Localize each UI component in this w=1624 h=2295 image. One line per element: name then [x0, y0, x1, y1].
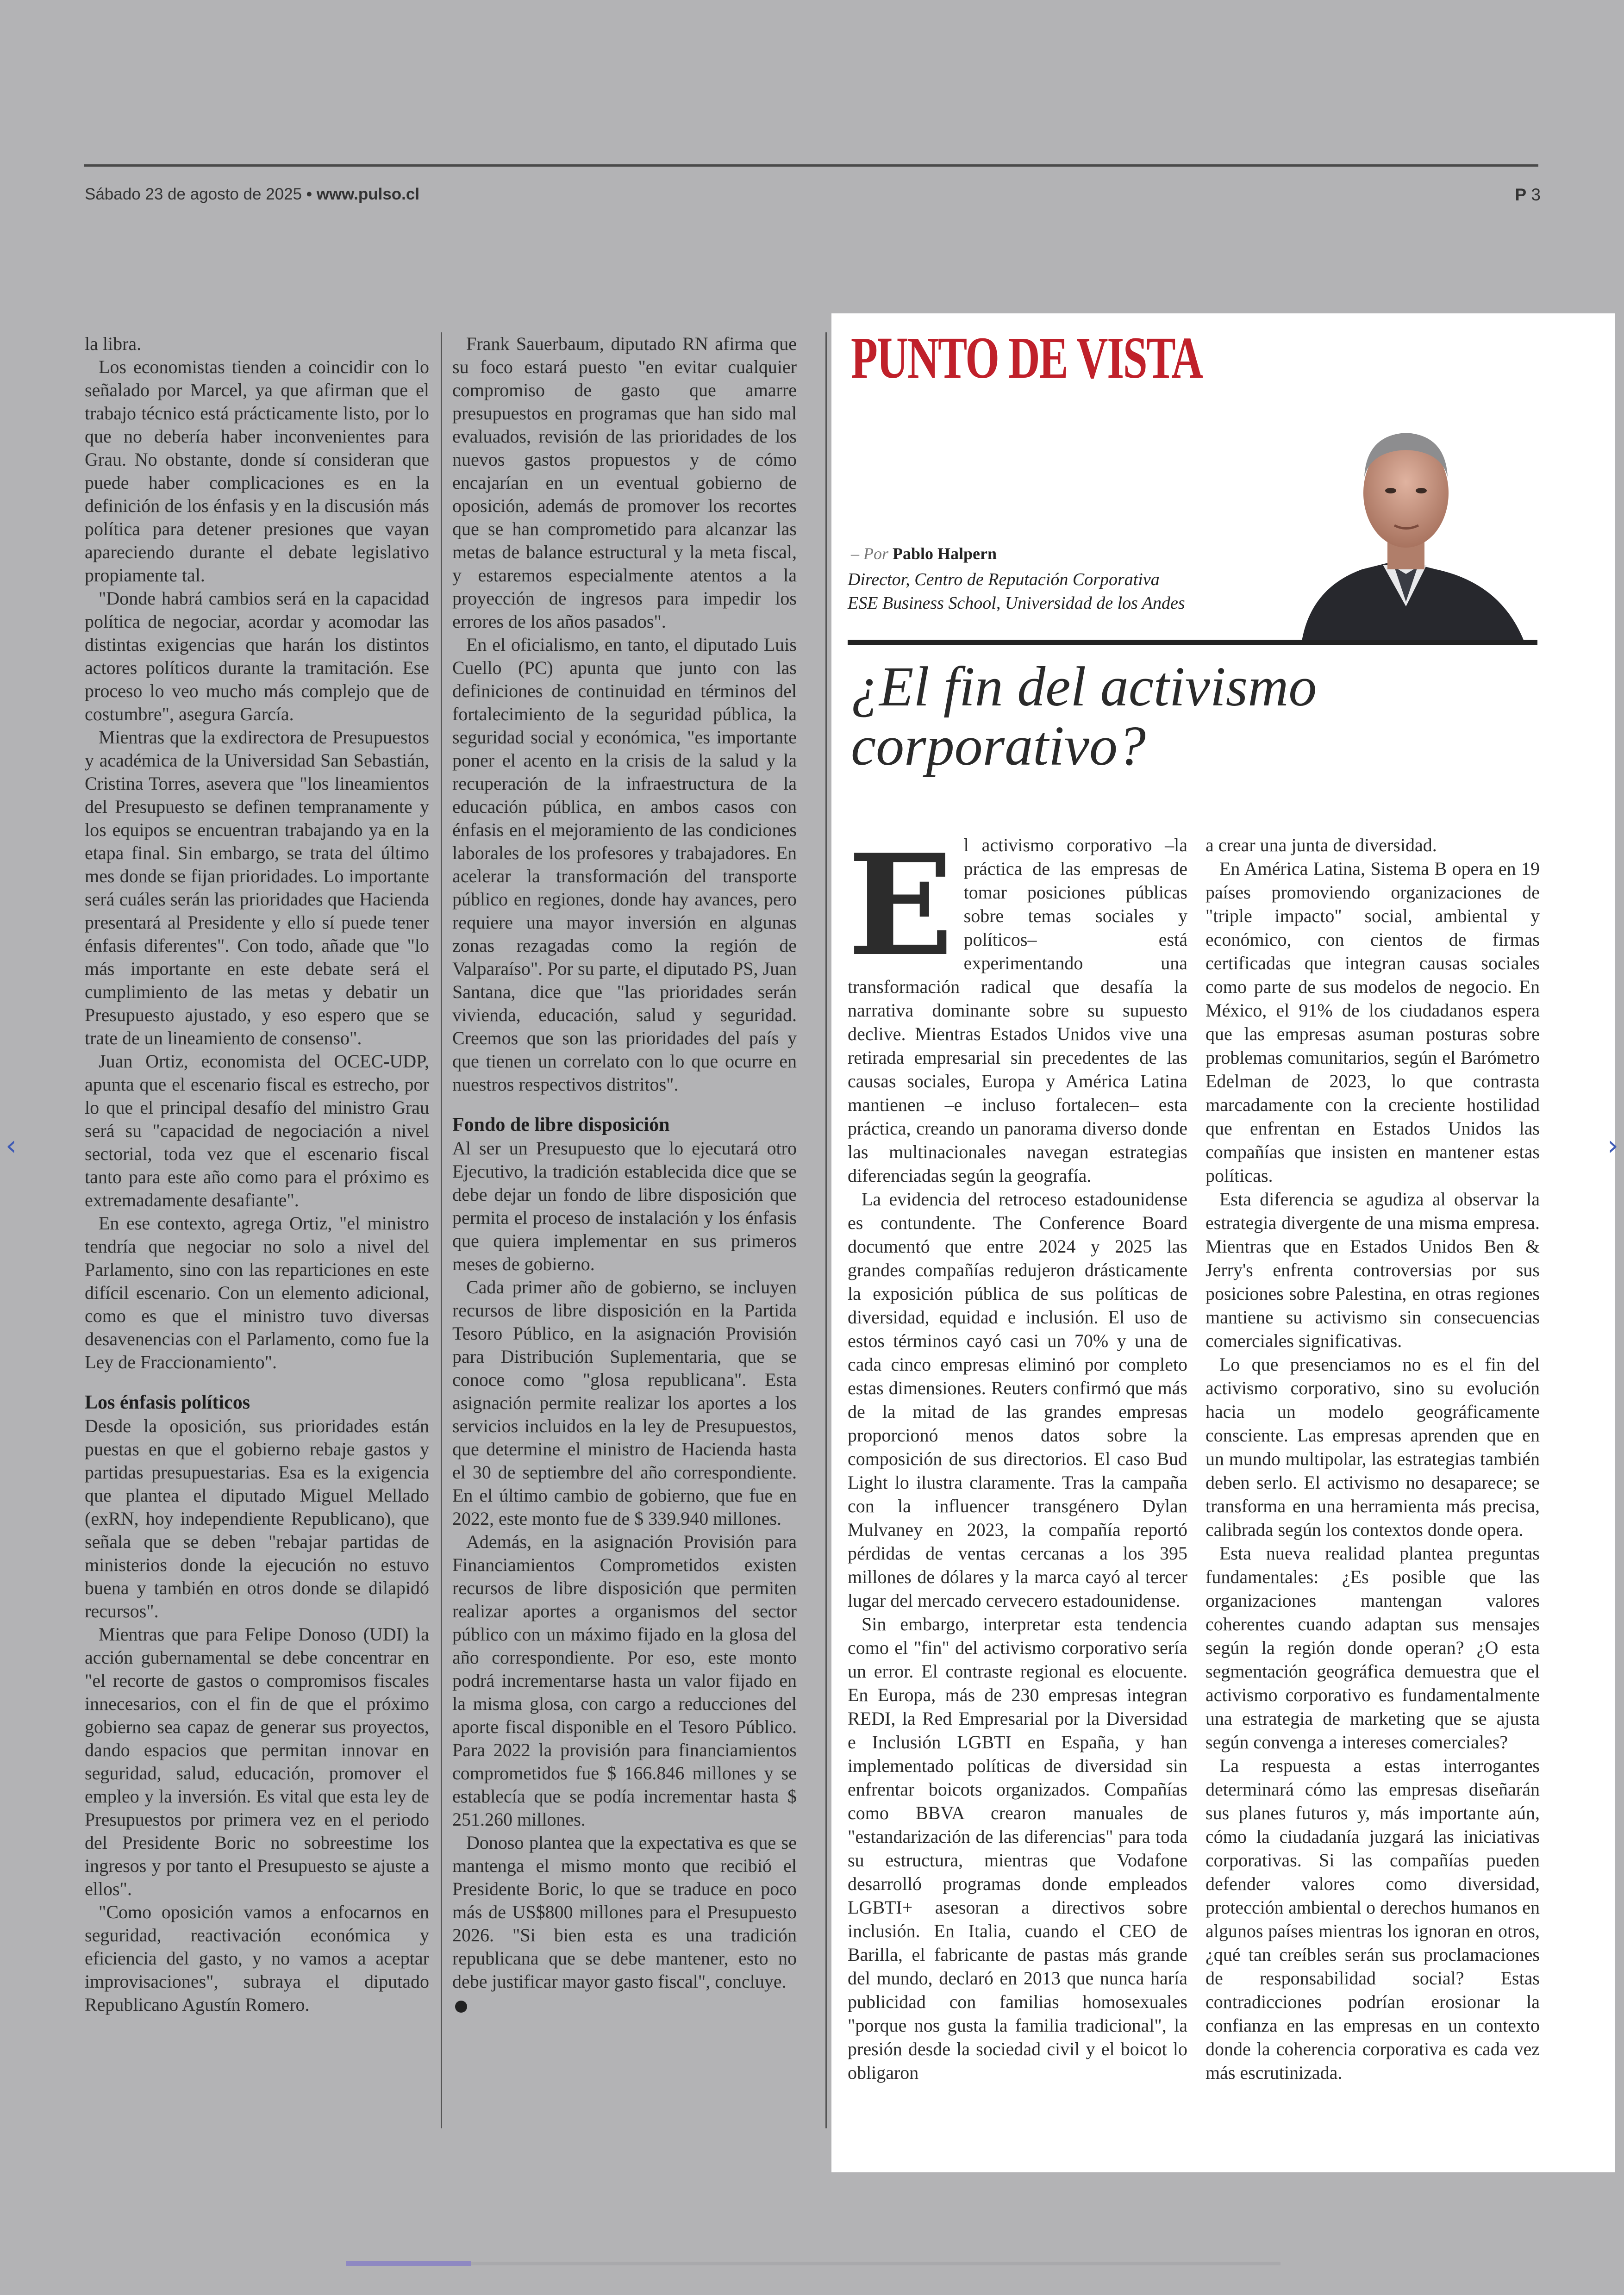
page-prefix: P — [1515, 185, 1527, 204]
section-subheading: Los énfasis políticos — [85, 1392, 250, 1413]
author-role-line: Director, Centro de Reputación Corporativa — [848, 570, 1160, 589]
reader-progress-fill — [346, 2261, 471, 2266]
author-name: Pablo Halpern — [893, 544, 997, 563]
opinion-paragraph: La respuesta a estas interrogantes determinará cómo las empresas diseñarán sus planes futuros y, más importante aún, cómo la ciudadanía juzgará las iniciativas corporativas. Si las compañías pueden defender valores como diversidad, protección ambiental o derechos humanos en algunos países mientras los ignoran en otros, ¿qué tan creíbles serán sus proclamaciones de responsabilidad social? Estas contradicciones podrían erosionar la confianza en las empresas en un contexto donde la coherencia corporativa es cada vez más escrutinizada. — [1206, 1755, 1540, 2083]
article-paragraph: "Como oposición vamos a enfocarnos en seguridad, reactivación económica y eficiencia del gasto, y no vamos a aceptar improvisaciones", subraya el diputado Republicano Agustín Romero. — [85, 1902, 429, 2015]
author-photo — [1283, 407, 1533, 641]
byline-prefix: – Por — [851, 544, 893, 563]
author-role-line: ESE Business School, Universidad de los Andes — [848, 593, 1185, 613]
drop-cap: E — [848, 823, 954, 987]
header-bullet: • — [302, 185, 317, 203]
article-paragraph: Mientras que para Felipe Donoso (UDI) la acción gubernamental se debe concentrar en "el recorte de gastos o compromisos fiscales innecesarios, con el fin de que el próximo gobierno sea capaz de generar sus proyectos, dando espacios que permitan innovar en seguridad, salud, educación, promover el empleo y la inversión. Es vital que esta ley de Presupuestos por primera vez en el periodo del Presidente Boric no sobreestime los ingresos y por tanto el Presupuesto se ajuste a ellos". — [85, 1624, 429, 1899]
page-number-value: 3 — [1531, 185, 1541, 204]
article-column-1 — [85, 332, 429, 2016]
column-divider — [441, 332, 442, 2128]
article-paragraph: Además, en la asignación Provisión para Financiamientos Comprometidos existen recursos de libre disposición que permiten realizar aportes a organismos del sector público con un máximo fijado en la glosa del año correspondiente. Por eso, este monto podrá incrementarse hasta un valor fijado en la misma glosa, con cargo a reducciones del aporte fiscal disponible en el Tesoro Público. Para 2022 la provisión para financiamientos comprometidos fue $ 166.846 millones y se establecía que se podía incrementar hasta $ 251.260 millones. — [452, 1531, 797, 1830]
article-paragraph: la libra. — [85, 333, 142, 354]
article-paragraph: "Donde habrá cambios será en la capacidad política de negociar, acordar y acomodar las distintas exigencias que harán los distintos actores políticos durante la tramitación. Ese proceso lo veo mucho más complejo que de costumbre", asegura García. — [85, 588, 429, 724]
article-paragraph: En el oficialismo, en tanto, el diputado Luis Cuello (PC) apunta que junto con las definiciones de continuidad en términos del fortalecimiento de la seguridad pública, la seguridad social y económica, "es importante poner el acento en la crisis de la salud y la recuperación de la infraestructura de la educación pública, en ambos casos con énfasis en el mejoramiento de las condiciones laborales de los profesores y trabajadores. En acelerar la transformación del transporte público en regiones, donde hay avances, pero requiere una mayor inversión en algunas zonas rezagadas como la región de Valparaíso". Por su parte, el diputado PS, Juan Santana, dice que "las prioridades serán vivienda, educación, salud y seguridad. Creemos que son las prioridades del país y que tienen un correlato con lo que ocurre en nuestros respectivos distritos". — [452, 634, 797, 1095]
article-column-2 — [452, 332, 797, 2016]
article-paragraph: Al ser un Presupuesto que lo ejecutará otro Ejecutivo, la tradición establecida dice que se debe dejar un fondo de libre disposición que permita el proceso de instalación y los énfasis que quiera implementar en sus primeros meses de gobierno. — [452, 1138, 797, 1274]
headline-line: corporativo? — [851, 715, 1146, 777]
article-paragraph: Mientras que la exdirectora de Presupuestos y académica de la Universidad San Sebastián, Cristina Torres, asevera que "los lineamientos del Presupuesto se definen tempranamente y los equipos se encuentran trabajando ya en la etapa final. Sin embargo, se trata del último mes donde se fijan prioridades. Lo importante será cuáles serán las prioridades que Hacienda presentará al Presidente y ello sí puede tener énfasis diferentes". Con todo, añade que "lo más importante en este debate será el cumplimiento de las metas y debatir un Presupuesto ajustado, y eso espero que se trate de un lineamiento de consenso". — [85, 727, 429, 1048]
opinion-paragraph: Lo que presenciamos no es el fin del activismo corporativo, sino su evolución hacia un modelo geográficamente consciente. Las empresas aprenden que en un mundo multipolar, las estrategias también deben serlo. El activismo no desaparece; se transforma en una herramienta más precisa, calibrada según los contextos donde opera. — [1206, 1354, 1540, 1540]
opinion-paragraph: Esta nueva realidad plantea preguntas fundamentales: ¿Es posible que las organizaciones mantengan valores coherentes cuando adaptan sus mensajes según la región donde operan? ¿O esta segmentación geográfica demuestra que el activismo corporativo es fundamentalmente una estrategia de marketing que se ajusta según convenga a intereses comerciales? — [1206, 1543, 1540, 1752]
article-paragraph: Donoso plantea que la expectativa es que se mantenga el mismo monto que recibió el Presidente Boric, lo que se traduce en poco más de US$800 millones para el Presupuesto 2026. "Si bien esta es una tradición republicana que se debe mantener, esto no debe justificar mayor gasto fiscal", concluye. — [452, 1832, 797, 1992]
author-byline — [851, 544, 997, 563]
article-paragraph: Cada primer año de gobierno, se incluyen recursos de libre disposición en la Partida Tesoro Público, en la asignación Provisión para Distribución Suplementaria, que se conoce como "glosa republicana". Esta asignación permite realizar los aportes a los servicios incluidos en la ley de Presupuestos, que determine el ministro de Hacienda hasta el 30 de septiembre del año correspondiente. En el último cambio de gobierno, que fue en 2022, este monto fue de $ 339.940 millones. — [452, 1277, 797, 1529]
section-title: PUNTO DE VISTA — [851, 325, 1202, 391]
opinion-paragraph: La evidencia del retroceso estadounidense es contundente. The Conference Board documentó que entre 2024 y 2025 las grandes compañías redujeron drásticamente la exposición pública de sus políticas de diversidad, equidad e inclusión. El uso de estos términos cayó casi un 70% y una de cada cinco empresas eliminó por completo estas dimensiones. Reuters confirmó que más de la mitad de las grandes empresas proporcionó menos datos sobre la composición de sus directorios. El caso Bud Light lo ilustra claramente. Tras la campaña con la influencer transgénero Dylan Mulvaney en 2023, la compañía reportó pérdidas de ventas cercanas a los 395 millones de dólares y la marca cayó al tercer lugar del mercado cervecero estadounidense. — [848, 1189, 1187, 1611]
page-number — [1515, 185, 1541, 205]
header-site: www.pulso.cl — [316, 185, 420, 203]
reader-progress-track[interactable] — [346, 2262, 1280, 2265]
opinion-paragraph — [848, 823, 1187, 1187]
article-paragraph: Juan Ortiz, economista del OCEC-UDP, apunta que el escenario fiscal es estrecho, por lo que el principal desafío del ministro Grau será su "capacidad de negociación a nivel sectorial, toda vez que el escenario fiscal tanto para este año como para el próximo es extremadamente desafiante". — [85, 1051, 429, 1210]
opinion-paragraph: a crear una junta de diversidad. — [1206, 835, 1437, 855]
author-role — [848, 568, 1185, 615]
column-divider — [825, 332, 827, 2128]
article-paragraph: Los economistas tienden a coincidir con lo señalado por Marcel, ya que afirman que el trabajo técnico está prácticamente listo, por lo que no debería haber inconvenientes para Grau. No obstante, donde sí consideran que puede haber complicaciones es en la definición de los énfasis y en la discusión más política para detener presiones que vayan apareciendo durante el debate legislativo propiamente tal. — [85, 356, 429, 586]
opinion-column-2 — [1206, 833, 1540, 2084]
page-header-date — [85, 185, 419, 204]
chevron-right-icon[interactable]: › — [1607, 1129, 1618, 1162]
pulso-logo-icon — [455, 2001, 467, 2013]
article-paragraph: En ese contexto, agrega Ortiz, "el ministro tendría que negociar no solo a nivel del Parlamento, sino con las reparticiones en este difícil escenario. Con un elemento adicional, como es que el ministro tuvo diversas desavenencias con el Parlamento, como fue la Ley de Fraccionamiento". — [85, 1213, 429, 1372]
chevron-left-icon[interactable]: ‹ — [6, 1129, 17, 1162]
opinion-headline — [851, 657, 1499, 776]
opinion-paragraph: En América Latina, Sistema B opera en 19 países promoviendo organizaciones de "triple impacto" social, ambiental y económico, con cientos de firmas certificadas que integran causas sociales como parte de sus modelos de negocio. En México, el 91% de los ciudadanos espera que las empresas asuman posturas sobre problemas comunitarios, según el Barómetro Edelman de 2023, lo que contrasta marcadamente con la creciente hostilidad que enfrentan en Estados Unidos las compañías que insisten en mantener estas políticas. — [1206, 858, 1540, 1186]
header-rule — [84, 164, 1538, 167]
headline-line: ¿El fin del activismo — [851, 655, 1317, 718]
header-date: Sábado 23 de agosto de 2025 — [85, 185, 302, 203]
opinion-paragraph: Sin embargo, interpretar esta tendencia como el "fin" del activismo corporativo sería un error. El contraste regional es elocuente. En Europa, más de 230 empresas integran REDI, la Red Empresarial por la Diversidad e Inclusión LGBTI en España, y han implementado políticas de diversidad sin enfrentar boicots organizados. Compañías como BBVA crearon manuales de "estandarización de las diferencias" para toda su estructura, mientras que Vodafone desarrolló programas donde empleados LGBTI+ asesoran a directivos sobre inclusión. En Italia, cuando el CEO de Barilla, el fabricante de pastas más grande del mundo, declaró en 2013 que nunca haría publicidad con familias homosexuales "porque nos gusta la familia tradicional", la presión desde la sociedad civil y el boicot lo obligaron — [848, 1614, 1187, 2083]
section-subheading: Fondo de libre disposición — [452, 1114, 670, 1135]
article-paragraph: Desde la oposición, sus prioridades están puestas en que el gobierno rebaje gastos y partidas presupuestarias. Esa es la exigencia que plantea el diputado Miguel Mellado (exRN, hoy independiente Republicano), que señala que se deben "rebajar partidas de ministerios donde la ejecución no estuvo buena y también en otros donde se dilapidó recursos". — [85, 1416, 429, 1621]
article-paragraph: Frank Sauerbaum, diputado RN afirma que su foco estará puesto "en evitar cualquier compromiso de gasto que amarre presupuestos en programas que han sido mal evaluados, revisión de las prioridades de los nuevos gastos propuestos y de cómo encajarían en un eventual gobierno de oposición, además de promover los recortes que se han comprometido para alcanzar las metas de balance estructural y la meta fiscal, y estaremos especialmente atentos a la proyección de ingresos para impedir los errores de los años pasados". — [452, 333, 797, 632]
opinion-column-1 — [848, 823, 1187, 2084]
opinion-paragraph: Esta diferencia se agudiza al observar la estrategia divergente de una misma empresa. Mientras que en Estados Unidos Ben & Jerry's enfrenta controversias por sus posiciones sobre Palestina, en otras regiones mantiene su activismo sin consecuencias comerciales significativas. — [1206, 1189, 1540, 1351]
opinion-column-1-body — [848, 1187, 1187, 2084]
byline-rule — [848, 640, 1537, 645]
opinion-lead-text: l activismo corporativo –la práctica de las empresas de tomar posiciones públicas sobre temas sociales y políticos– está experimentando una transformación radical que desafía la narrativa dominante sobre su supuesto declive. Mientras Estados Unidos vive una retirada empresarial sin precedentes de las causas sociales, Europa y América Latina mantienen –e incluso fortalecen– esta práctica, creando un panorama diverso donde las multinacionales navegan estrategias diferenciadas según la geografía. — [848, 835, 1187, 1186]
